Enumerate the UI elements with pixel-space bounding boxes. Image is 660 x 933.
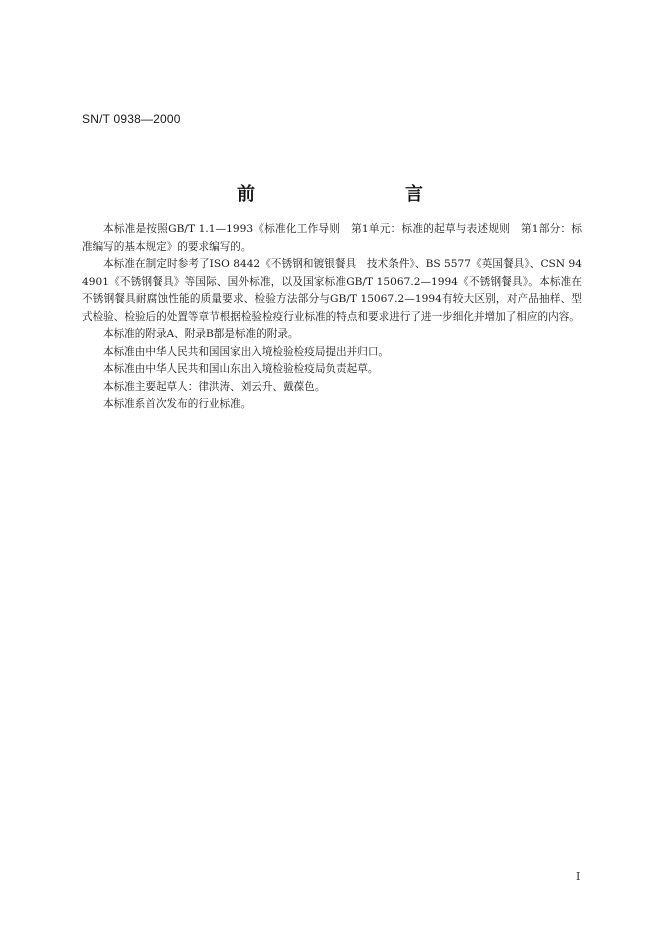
paragraph-2: 本标准在制定时参考了ISO 8442《不锈钢和镀银餐具 技术条件》、BS 5577《英国餐具》、CSN 94 4901《不锈钢餐具》等国际、国外标准，以及国家标准GB/T 15067.2—1994《不锈钢餐具》。本标准在不锈钢餐具耐腐蚀性能的质量要求、检验方法部分与GB/T 15067.2—1994有较大区别，对产品抽样、型式检验、检验后的处置等章节根据检验检疫行业标准的特点和要求进行了进一步细化并增加了相应的内容。	[82, 258, 582, 323]
page-title: 前 言	[237, 184, 461, 205]
page-number: I	[576, 870, 581, 883]
paragraph-5: 本标准由中华人民共和国山东出入境检验检疫局负责起草。	[103, 363, 379, 375]
paragraph-1: 本标准是按照GB/T 1.1—1993《标准化工作导则 第1单元：标准的起草与表述规则 第1部分：标准编写的基本规定》的要求编写的。	[82, 223, 582, 253]
paragraph-7: 本标准系首次发布的行业标准。	[103, 398, 252, 410]
standard-code: SN/T 0938—2000	[82, 112, 181, 126]
paragraph-6: 本标准主要起草人：律洪涛、刘云升、戴葆色。	[103, 380, 326, 393]
foreword-body	[82, 221, 582, 414]
paragraph-3: 本标准的附录A、附录B都是标准的附录。	[103, 328, 299, 340]
paragraph-4: 本标准由中华人民共和国国家出入境检验检疫局提出并归口。	[103, 345, 390, 358]
